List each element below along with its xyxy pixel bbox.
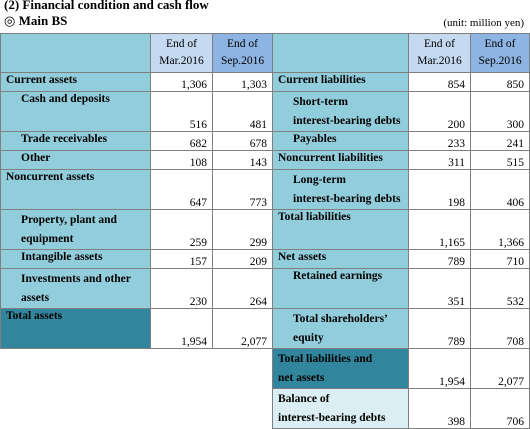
table-row bbox=[1, 210, 530, 250]
row-label: Noncurrent liabilities bbox=[273, 151, 409, 170]
row-label: Trade receivables bbox=[1, 132, 151, 151]
table-row bbox=[1, 170, 530, 210]
value-cell: 516 bbox=[151, 92, 213, 132]
value-cell: 515 bbox=[471, 151, 530, 170]
value-cell: 706 bbox=[471, 389, 530, 429]
row-label: Total liabilities bbox=[273, 210, 409, 250]
row-label: Long-term interest-bearing debts bbox=[273, 170, 409, 210]
value-cell: 682 bbox=[151, 132, 213, 151]
row-label: Total liabilities and net assets bbox=[273, 349, 409, 389]
table-row bbox=[1, 269, 530, 309]
header-blank-left bbox=[1, 34, 151, 73]
header-col-sep-left: End of Sep.2016 bbox=[213, 34, 273, 73]
value-cell: 532 bbox=[471, 269, 530, 309]
section-title: (2) Financial condition and cash flow bbox=[4, 0, 209, 12]
value-cell: 789 bbox=[409, 309, 471, 349]
row-label: Cash and deposits bbox=[1, 92, 151, 132]
table-row bbox=[1, 389, 530, 429]
row-label: Current assets bbox=[1, 73, 151, 92]
value-cell: 398 bbox=[409, 389, 471, 429]
value-cell: 647 bbox=[151, 170, 213, 210]
value-cell: 481 bbox=[213, 92, 273, 132]
row-label: Other bbox=[1, 151, 151, 170]
value-cell: 157 bbox=[151, 250, 213, 269]
value-cell: 678 bbox=[213, 132, 273, 151]
value-cell: 299 bbox=[213, 210, 273, 250]
header-col-mar-right: End of Mar.2016 bbox=[409, 34, 471, 73]
value-cell: 406 bbox=[471, 170, 530, 210]
value-cell: 264 bbox=[213, 269, 273, 309]
row-label: Total assets bbox=[1, 309, 151, 349]
table-row bbox=[1, 349, 530, 389]
header-col-sep-right: End of Sep.2016 bbox=[471, 34, 530, 73]
value-cell: 2,077 bbox=[213, 309, 273, 349]
value-cell: 259 bbox=[151, 210, 213, 250]
value-cell: 200 bbox=[409, 92, 471, 132]
table-row bbox=[1, 309, 530, 349]
value-cell: 1,366 bbox=[471, 210, 530, 250]
table-row bbox=[1, 73, 530, 92]
table-title: ◎ Main BS bbox=[4, 13, 68, 28]
empty-cell bbox=[1, 389, 273, 429]
header-col-mar-left: End of Mar.2016 bbox=[151, 34, 213, 73]
row-label: Short-term interest-bearing debts bbox=[273, 92, 409, 132]
row-label: Total shareholders’ equity bbox=[273, 309, 409, 349]
row-label: Net assets bbox=[273, 250, 409, 269]
row-label: Investments and other assets bbox=[1, 269, 151, 309]
value-cell: 2,077 bbox=[471, 349, 530, 389]
value-cell: 710 bbox=[471, 250, 530, 269]
balance-sheet-table bbox=[0, 33, 530, 429]
row-label: Intangible assets bbox=[1, 250, 151, 269]
empty-cell bbox=[1, 349, 273, 389]
unit-note: (unit: million yen) bbox=[443, 17, 524, 29]
value-cell: 233 bbox=[409, 132, 471, 151]
row-label: Noncurrent assets bbox=[1, 170, 151, 210]
header-blank-right bbox=[273, 34, 409, 73]
value-cell: 311 bbox=[409, 151, 471, 170]
value-cell: 854 bbox=[409, 73, 471, 92]
row-label: Payables bbox=[273, 132, 409, 151]
value-cell: 1,306 bbox=[151, 73, 213, 92]
value-cell: 1,303 bbox=[213, 73, 273, 92]
value-cell: 351 bbox=[409, 269, 471, 309]
value-cell: 300 bbox=[471, 92, 530, 132]
row-label: Property, plant and equipment bbox=[1, 210, 151, 250]
value-cell: 773 bbox=[213, 170, 273, 210]
value-cell: 850 bbox=[471, 73, 530, 92]
header-row bbox=[1, 34, 530, 73]
table-row bbox=[1, 250, 530, 269]
row-label: Balance of interest-bearing debts bbox=[273, 389, 409, 429]
value-cell: 143 bbox=[213, 151, 273, 170]
row-label: Current liabilities bbox=[273, 73, 409, 92]
value-cell: 241 bbox=[471, 132, 530, 151]
value-cell: 198 bbox=[409, 170, 471, 210]
table-row bbox=[1, 151, 530, 170]
value-cell: 108 bbox=[151, 151, 213, 170]
value-cell: 1,165 bbox=[409, 210, 471, 250]
value-cell: 708 bbox=[471, 309, 530, 349]
table-row bbox=[1, 132, 530, 151]
value-cell: 209 bbox=[213, 250, 273, 269]
value-cell: 1,954 bbox=[151, 309, 213, 349]
value-cell: 1,954 bbox=[409, 349, 471, 389]
row-label: Retained earnings bbox=[273, 269, 409, 309]
value-cell: 789 bbox=[409, 250, 471, 269]
table-row bbox=[1, 92, 530, 132]
value-cell: 230 bbox=[151, 269, 213, 309]
